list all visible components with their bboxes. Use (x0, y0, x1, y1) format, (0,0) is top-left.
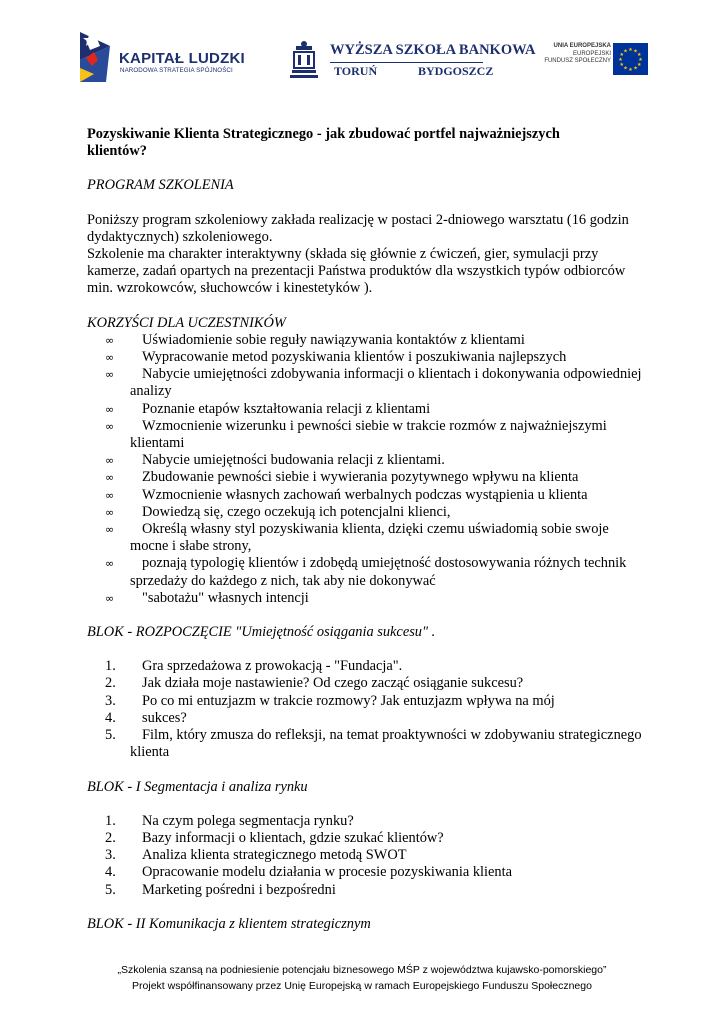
block-start-heading: BLOK - ROZPOCZĘCIE "Umiejętność osiągania sukcesu" . (87, 624, 436, 641)
svg-text:★: ★ (638, 57, 643, 63)
bullet-marker: ∞ (105, 402, 115, 416)
list-item-text: Gra sprzedażowa z prowokacją - "Fundacja". (142, 658, 403, 675)
wsb-city-bydgoszcz: BYDGOSZCZ (418, 64, 494, 78)
intro-line: min. wzrokowców, słuchowców i kinestetyków ). (87, 280, 373, 297)
list-item (87, 864, 647, 881)
kapital-ludzki-title: KAPITAŁ LUDZKI (119, 50, 245, 67)
list-item-number: 3. (105, 847, 116, 864)
list-item (87, 469, 647, 486)
list-item (87, 727, 647, 761)
svg-text:★: ★ (633, 65, 638, 72)
block-1-list (87, 813, 647, 899)
list-item (87, 504, 647, 521)
wsb-crest-icon (290, 40, 318, 80)
list-item (87, 830, 647, 847)
bullet-marker: ∞ (105, 333, 115, 347)
svg-text:★: ★ (628, 67, 633, 73)
list-item-text: Dowiedzą się, czego oczekują ich potencjalni klienci, (142, 503, 451, 520)
bullet-marker: ∞ (105, 419, 115, 433)
list-item-text: Zbudowanie pewności siebie i wywierania pozytywnego wpływu na klienta (142, 469, 579, 486)
intro-line: dydaktycznych) szkoleniowego. (87, 228, 273, 245)
svg-text:★: ★ (636, 62, 642, 68)
wsb-title: WYŻSZA SZKOŁA BANKOWA (330, 42, 536, 58)
list-item (87, 847, 647, 864)
svg-text:★: ★ (623, 65, 628, 72)
footer-line1: „Szkolenia szansą na podniesienie potencjału biznesowego MŚP z województwa kujawsko-pomorskiego” (117, 964, 607, 976)
benefits-list (87, 332, 647, 607)
list-item (87, 487, 647, 504)
bullet-marker: ∞ (105, 557, 115, 571)
block-2-heading: BLOK - II Komunikacja z klientem strategicznym (87, 915, 371, 932)
list-item-text: Wzmocnienie wizerunku i pewności siebie w trakcie rozmów z najważniejszymi klientami (130, 417, 607, 452)
list-item (87, 332, 647, 349)
footer-line2: Projekt współfinansowany przez Unię Europejską w ramach Europejskiego Funduszu Społecznego (132, 979, 592, 992)
list-item (87, 452, 647, 469)
list-item-number: 2. (105, 829, 116, 846)
svg-text:★: ★ (619, 62, 625, 68)
bullet-marker: ∞ (105, 488, 115, 502)
kapital-ludzki-logo (76, 30, 246, 86)
list-item (87, 590, 647, 607)
eu-line3: FUNDUSZ SPOŁECZNY (544, 58, 611, 65)
list-item (87, 813, 647, 830)
list-item (87, 710, 647, 727)
list-item (87, 349, 647, 366)
wsb-logo (290, 38, 536, 86)
eu-flag-icon (613, 43, 648, 75)
wsb-city-torun: TORUŃ (334, 64, 378, 78)
document-title-line1: Pozyskiwanie Klienta Strategicznego - jak zbudować portfel najważniejszych (87, 126, 560, 142)
kapital-ludzki-emblem-icon (76, 30, 116, 86)
svg-text:★: ★ (636, 52, 642, 58)
list-item-text: Film, który zmusza do refleksji, na temat proaktywności w zdobywaniu strategicznego klienta (130, 727, 642, 761)
list-item-number: 4. (105, 709, 116, 726)
bullet-marker: ∞ (105, 591, 115, 605)
header-logos (0, 30, 724, 90)
list-item-text: "sabotażu" własnych intencji (142, 589, 309, 606)
list-item-text: Nabycie umiejętności zdobywania informacji o klientach i dokonywania odpowiedniej analizy (130, 366, 642, 400)
list-item-text: Nabycie umiejętności budowania relacji z klientami. (142, 452, 445, 469)
bullet-marker: ∞ (105, 454, 115, 468)
svg-text:★: ★ (619, 52, 625, 58)
bullet-marker: ∞ (105, 505, 115, 519)
list-item (87, 693, 647, 710)
document-title-line2: klientów? (87, 143, 147, 160)
bullet-marker: ∞ (105, 523, 115, 537)
list-item-text: Poznanie etapów kształtowania relacji z klientami (142, 400, 431, 417)
list-item-text: Wypracowanie metod pozyskiwania klientów i poszukiwania najlepszych (142, 349, 567, 366)
list-item (87, 882, 647, 899)
list-item-text: Analiza klienta strategicznego metodą SWOT (142, 847, 407, 864)
intro-line: kamerze, zadań opartych na prezentacji Państwa produktów dla wszystkich typów odbiorców (87, 263, 626, 280)
document-body (87, 126, 647, 933)
svg-text:★: ★ (628, 47, 633, 53)
list-item-number: 5. (105, 727, 116, 744)
eu-line2: EUROPEJSKI (572, 50, 611, 57)
list-item-text: Uświadomienie sobie reguły nawiązywania kontaktów z klientami (142, 331, 525, 348)
list-item (87, 555, 647, 589)
list-item (87, 521, 647, 555)
page-footer (0, 963, 724, 994)
list-item-text: Jak działa moje nastawienie? Od czego zacząć osiąganie sukcesu? (142, 675, 524, 692)
list-item-text: Po co mi entuzjazm w trakcie rozmowy? Jak entuzjazm wpływa na mój (142, 692, 555, 709)
bullet-marker: ∞ (105, 471, 115, 485)
svg-text:★: ★ (633, 48, 638, 55)
block-1-heading: BLOK - I Segmentacja i analiza rynku (87, 778, 308, 795)
list-item-number: 1. (105, 658, 116, 675)
benefits-heading: KORZYŚCI DLA UCZESTNIKÓW (87, 314, 286, 331)
list-item (87, 401, 647, 418)
intro-line: Szkolenie ma charakter interaktywny (składa się głównie z ćwiczeń, gier, symulacji przy (87, 246, 599, 263)
list-item (87, 658, 647, 675)
bullet-marker: ∞ (105, 368, 115, 382)
eu-logo (529, 43, 651, 79)
list-item-text: Na czym polega segmentacja rynku? (142, 812, 354, 829)
list-item (87, 418, 647, 452)
list-item-number: 5. (105, 881, 116, 898)
list-item-text: Opracowanie modelu działania w procesie pozyskiwania klienta (142, 864, 513, 881)
list-item (87, 675, 647, 692)
intro-line: Poniższy program szkoleniowy zakłada realizację w postaci 2-dniowego warsztatu (16 godzin (87, 211, 629, 228)
list-item-text: Wzmocnienie własnych zachowań werbalnych podczas wystąpienia u klienta (142, 486, 588, 503)
list-item (87, 366, 647, 400)
list-item-number: 2. (105, 675, 116, 692)
wsb-divider (330, 62, 483, 63)
program-heading: PROGRAM SZKOLENIA (87, 177, 234, 194)
svg-text:★: ★ (618, 57, 623, 63)
list-item-number: 3. (105, 692, 116, 709)
list-item-text: Bazy informacji o klientach, gdzie szukać klientów? (142, 829, 444, 846)
list-item-text: sukces? (142, 709, 187, 726)
list-item-number: 4. (105, 864, 116, 881)
eu-line1: UNIA EUROPEJSKA (553, 43, 611, 49)
kapital-ludzki-subtitle: NARODOWA STRATEGIA SPÓJNOŚCI (120, 67, 233, 74)
intro-paragraph (87, 212, 647, 298)
list-item-text: Marketing pośredni i bezpośredni (142, 881, 336, 898)
list-item-number: 1. (105, 812, 116, 829)
list-item-text: poznają typologię klientów i zdobędą umiejętność dostosowywania różnych technik sprzedaży do każdego z nich, tak aby nie dokonywać (130, 555, 627, 589)
eu-text (544, 43, 611, 66)
bullet-marker: ∞ (105, 351, 115, 365)
document-title (87, 126, 647, 160)
list-item-text: Określą własny styl pozyskiwania klienta, dzięki czemu uświadomią sobie swoje mocne i słabe strony, (130, 521, 609, 555)
svg-text:★: ★ (623, 48, 628, 55)
block-start-list (87, 658, 647, 761)
